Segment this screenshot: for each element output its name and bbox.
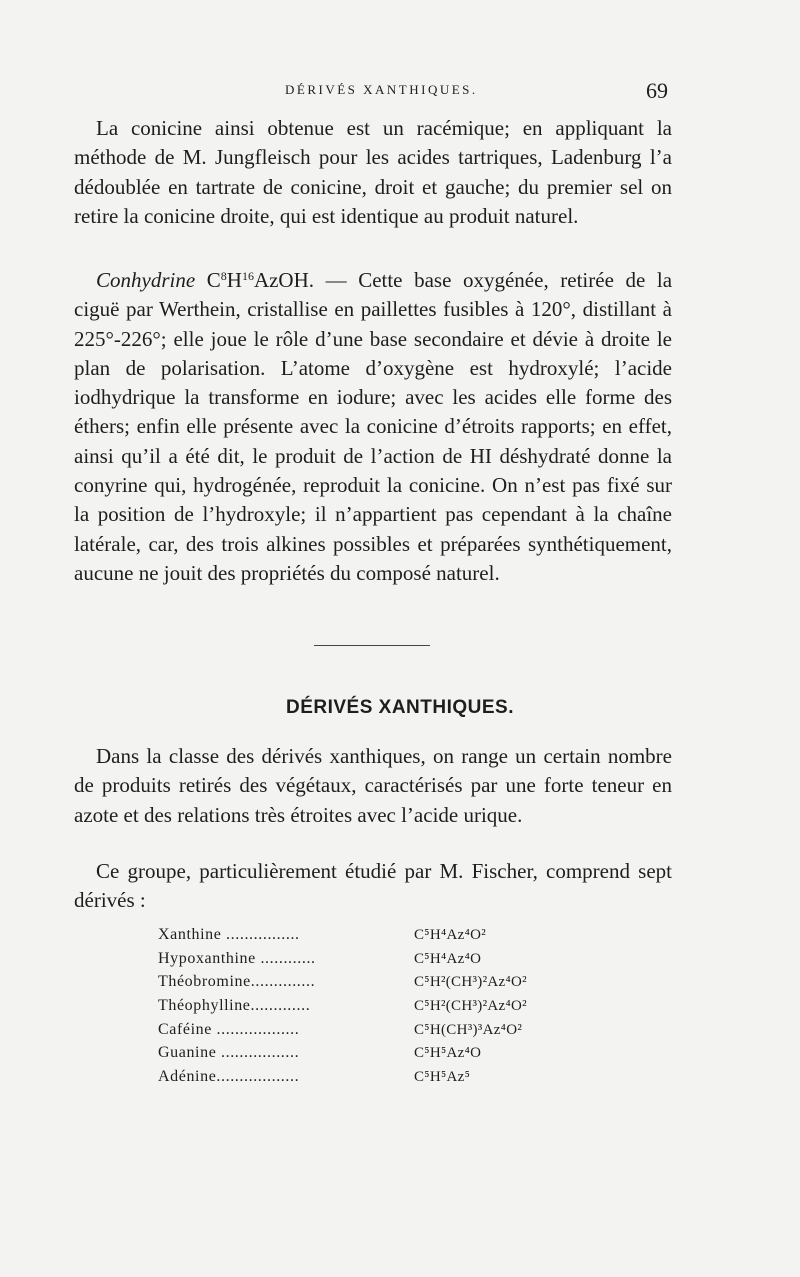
derivative-name: Caféine .................. xyxy=(158,1020,300,1038)
paragraph-intro-text: Dans la classe des dérivés xanthiques, on range un certain nombre de produits retirés des végétaux, caractérisés par une forte teneur en azote et des relations très étroites avec l’acide urique. xyxy=(74,744,672,827)
table-row xyxy=(158,950,558,974)
derivative-formula: C⁵H²(CH³)²Az⁴O² xyxy=(414,974,527,991)
table-row xyxy=(158,1068,558,1092)
table-row xyxy=(158,926,558,950)
paragraph-intro xyxy=(74,742,672,830)
derivatives-table xyxy=(158,926,558,1092)
derivative-name: Théophylline............. xyxy=(158,997,311,1015)
paragraph-conicine-text: La conicine ainsi obtenue est un racémique; en appliquant la méthode de M. Jungfleisch pour les acides tartriques, Ladenburg l’a dédoublée en tartrate de conicine, droit et gauche; du premier sel on retire la conicine droite, qui est identique au produit naturel. xyxy=(74,116,672,228)
table-row xyxy=(158,1044,558,1068)
paragraph-conicine xyxy=(74,114,672,231)
derivative-name: Théobromine.............. xyxy=(158,973,316,991)
derivative-formula: C⁵H⁵Az⁵ xyxy=(414,1069,471,1086)
paragraph-group-text: Ce groupe, particulièrement étudié par M. Fischer, comprend sept dérivés : xyxy=(74,859,672,913)
term-conhydrine: Conhydrine xyxy=(96,268,196,292)
section-title: DÉRIVÉS XANTHIQUES. xyxy=(285,697,515,718)
conhydrine-formula: $C^8H^{16}AzOH$. xyxy=(206,268,315,292)
derivative-formula: C⁵H⁴Az⁴O² xyxy=(414,927,487,943)
table-row xyxy=(158,1021,558,1045)
paragraph-conhydrine-text: — Cette base oxygénée, retirée de la ciguë par Werthein, cristallise en paillettes fusibles à 120°, distillant à 225°-226°; elle joue le rôle d’une base secondaire et dévie à droite le plan de polarisation. L’atome d’oxygène est hydroxylé; l’acide iodhydrique la transforme en iodure; avec les acides elle forme des éthers; enfin elle présente avec la conicine d’étroits rapports; en effet, ainsi qu’il a été dit, le produit de l’action de HI déshydraté donne la conyrine qui, hydrogénée, reproduit la conicine. On n’est pas fixé sur la position de l’hydroxyle; il n’appartient pas cependant à la chaîne latérale, car, des trois alkines possibles et préparées synthétiquement, aucune ne jouit des propriétés du composé naturel. xyxy=(74,268,673,585)
running-title: DÉRIVÉS XANTHIQUES. xyxy=(285,82,478,97)
table-row xyxy=(158,997,558,1021)
derivative-name: Guanine ................. xyxy=(158,1044,300,1062)
derivative-name: Xanthine ................ xyxy=(158,926,300,943)
derivative-formula: C⁵H(CH³)³Az⁴O² xyxy=(414,1021,523,1038)
paragraph-group xyxy=(74,857,672,916)
derivative-formula: C⁵H⁴Az⁴O xyxy=(414,950,482,967)
table-row xyxy=(158,973,558,997)
section-divider xyxy=(314,645,430,646)
derivative-formula: C⁵H²(CH³)²Az⁴O² xyxy=(414,998,527,1015)
paragraph-conhydrine xyxy=(74,266,672,588)
derivative-name: Adénine.................. xyxy=(158,1068,300,1086)
derivative-name: Hypoxanthine ............ xyxy=(158,949,316,967)
running-header xyxy=(0,80,800,104)
page-number: 69 xyxy=(646,78,668,103)
derivative-formula: C⁵H⁵Az⁴O xyxy=(414,1045,482,1062)
